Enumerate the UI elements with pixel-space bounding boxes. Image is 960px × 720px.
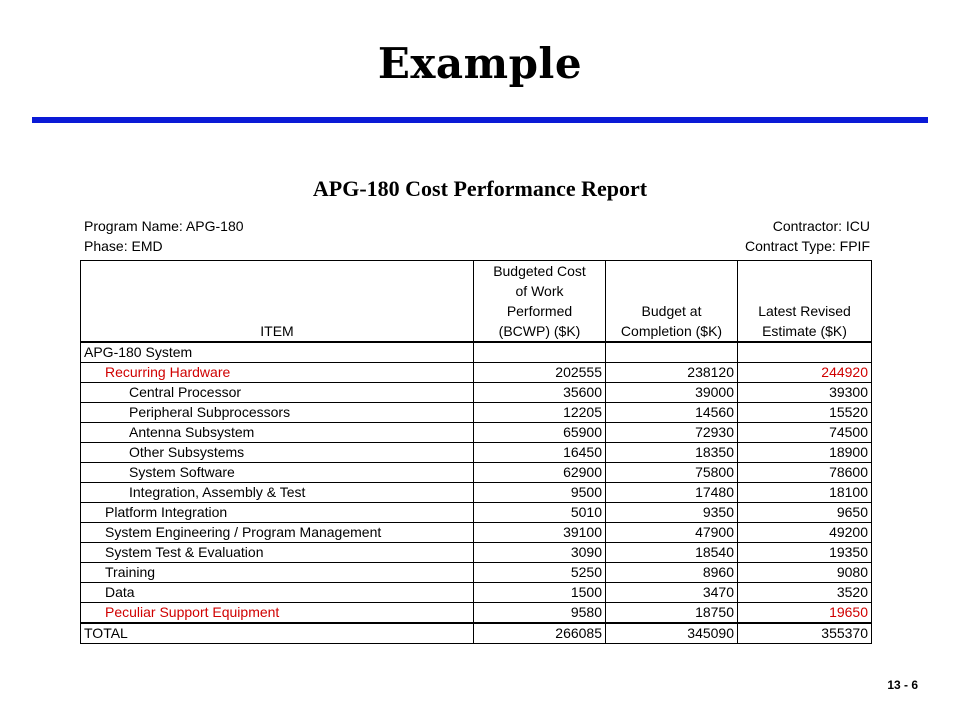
row-item: Peripheral Subprocessors bbox=[81, 403, 474, 423]
row-item: Other Subsystems bbox=[81, 443, 474, 463]
table-row bbox=[81, 543, 872, 563]
row-bcwp: 9580 bbox=[474, 603, 606, 624]
column-header-bac: Budget at Completion ($K) bbox=[606, 261, 738, 343]
row-item: Platform Integration bbox=[81, 503, 474, 523]
phase: Phase: EMD bbox=[84, 238, 163, 254]
row-item: Integration, Assembly & Test bbox=[81, 483, 474, 503]
row-lre: 3520 bbox=[738, 583, 872, 603]
row-bac: 3470 bbox=[606, 583, 738, 603]
column-header-bcwp: Budgeted Cost of Work Performed (BCWP) ($K) bbox=[474, 261, 606, 343]
row-bcwp: 5250 bbox=[474, 563, 606, 583]
column-header-item: ITEM bbox=[81, 261, 474, 343]
row-lre: 18100 bbox=[738, 483, 872, 503]
row-bcwp: 16450 bbox=[474, 443, 606, 463]
column-header-lre: Latest Revised Estimate ($K) bbox=[738, 261, 872, 343]
total-bcwp: 266085 bbox=[474, 623, 606, 644]
table-row bbox=[81, 523, 872, 543]
total-lre: 355370 bbox=[738, 623, 872, 644]
row-lre: 74500 bbox=[738, 423, 872, 443]
row-bcwp: 65900 bbox=[474, 423, 606, 443]
table-row bbox=[81, 342, 872, 363]
row-item: Training bbox=[81, 563, 474, 583]
total-bac: 345090 bbox=[606, 623, 738, 644]
row-bac: 8960 bbox=[606, 563, 738, 583]
table-row bbox=[81, 563, 872, 583]
title-divider-rule bbox=[32, 117, 928, 123]
row-item: System Test & Evaluation bbox=[81, 543, 474, 563]
table-row bbox=[81, 403, 872, 423]
contractor: Contractor: ICU bbox=[772, 218, 870, 234]
row-bcwp: 9500 bbox=[474, 483, 606, 503]
row-bac: 18540 bbox=[606, 543, 738, 563]
row-bcwp: 39100 bbox=[474, 523, 606, 543]
row-bcwp: 1500 bbox=[474, 583, 606, 603]
row-item: Peculiar Support Equipment bbox=[81, 603, 474, 624]
row-lre: 39300 bbox=[738, 383, 872, 403]
table-row bbox=[81, 443, 872, 463]
row-bac: 18750 bbox=[606, 603, 738, 624]
row-bcwp: 35600 bbox=[474, 383, 606, 403]
row-bcwp bbox=[474, 342, 606, 363]
row-item: Antenna Subsystem bbox=[81, 423, 474, 443]
report-meta-row-1 bbox=[84, 216, 870, 236]
row-bac: 39000 bbox=[606, 383, 738, 403]
row-bac: 47900 bbox=[606, 523, 738, 543]
row-bcwp: 3090 bbox=[474, 543, 606, 563]
row-lre: 49200 bbox=[738, 523, 872, 543]
table-row bbox=[81, 463, 872, 483]
row-bac bbox=[606, 342, 738, 363]
row-bac: 18350 bbox=[606, 443, 738, 463]
row-item: System Engineering / Program Management bbox=[81, 523, 474, 543]
contract-type: Contract Type: FPIF bbox=[744, 238, 870, 254]
row-lre: 19650 bbox=[738, 603, 872, 624]
row-lre: 78600 bbox=[738, 463, 872, 483]
cost-performance-table bbox=[80, 260, 872, 644]
table-row bbox=[81, 423, 872, 443]
row-bac: 75800 bbox=[606, 463, 738, 483]
program-name: Program Name: APG-180 bbox=[84, 218, 244, 234]
report-title: APG-180 Cost Performance Report bbox=[312, 176, 648, 201]
row-bcwp: 62900 bbox=[474, 463, 606, 483]
row-bcwp: 202555 bbox=[474, 363, 606, 383]
row-item: Central Processor bbox=[81, 383, 474, 403]
row-bcwp: 12205 bbox=[474, 403, 606, 423]
table-row bbox=[81, 383, 872, 403]
slide-title: Example bbox=[377, 39, 583, 88]
row-bac: 72930 bbox=[606, 423, 738, 443]
row-lre: 9080 bbox=[738, 563, 872, 583]
table-total-row bbox=[81, 623, 872, 644]
report-meta-row-2 bbox=[84, 236, 870, 256]
total-item: TOTAL bbox=[81, 623, 474, 644]
table-row bbox=[81, 503, 872, 523]
row-lre: 15520 bbox=[738, 403, 872, 423]
table-row bbox=[81, 363, 872, 383]
row-lre: 19350 bbox=[738, 543, 872, 563]
row-bcwp: 5010 bbox=[474, 503, 606, 523]
row-bac: 238120 bbox=[606, 363, 738, 383]
row-item: Data bbox=[81, 583, 474, 603]
row-bac: 9350 bbox=[606, 503, 738, 523]
table-row bbox=[81, 483, 872, 503]
table-row bbox=[81, 603, 872, 624]
row-bac: 17480 bbox=[606, 483, 738, 503]
row-lre: 9650 bbox=[738, 503, 872, 523]
row-item: System Software bbox=[81, 463, 474, 483]
table-row bbox=[81, 583, 872, 603]
table-header-row bbox=[81, 261, 872, 343]
row-bac: 14560 bbox=[606, 403, 738, 423]
row-item: Recurring Hardware bbox=[81, 363, 474, 383]
page-number: 13 - 6 bbox=[887, 678, 918, 692]
row-lre bbox=[738, 342, 872, 363]
row-lre: 18900 bbox=[738, 443, 872, 463]
row-lre: 244920 bbox=[738, 363, 872, 383]
row-item: APG-180 System bbox=[81, 342, 474, 363]
